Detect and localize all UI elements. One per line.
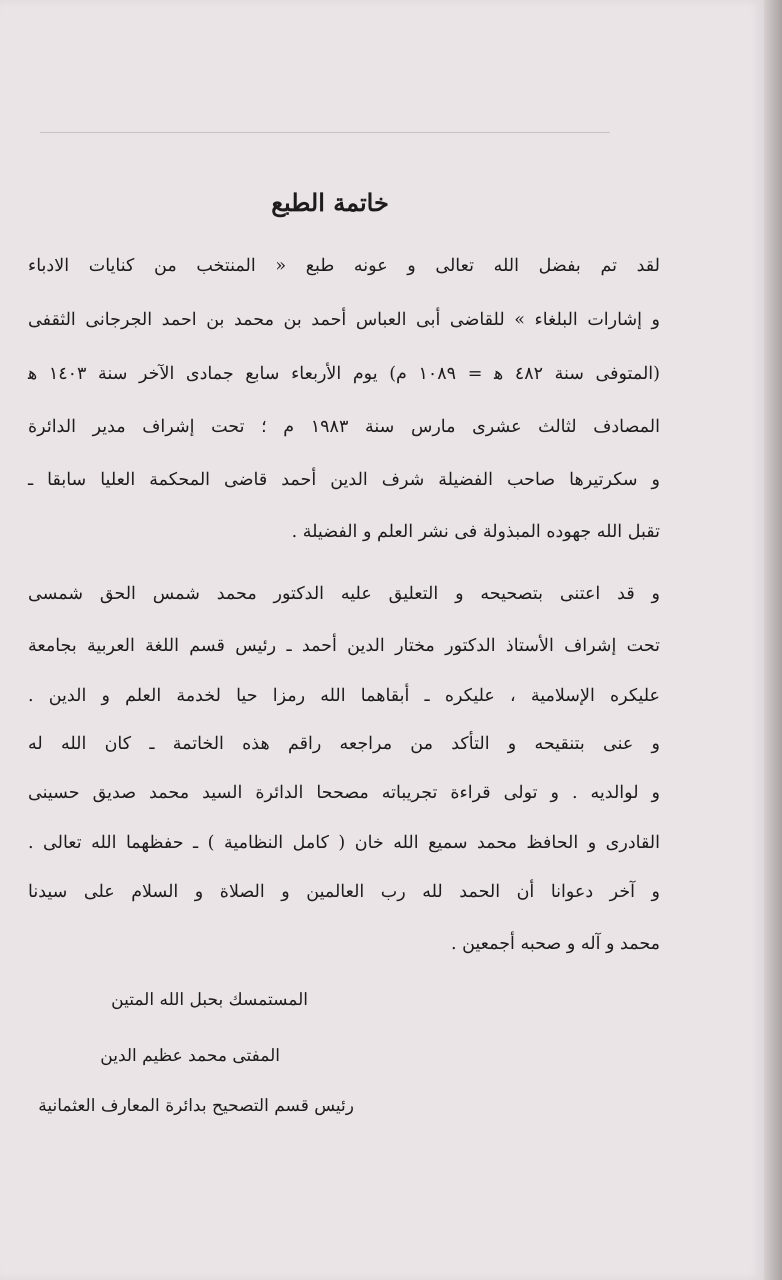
text-line: محمد و آله و صحبه أجمعين . [450,934,660,954]
text-line: و سكرتيرها صاحب الفضيلة شرف الدين أحمد قاضى المحكمة العليا سابقا ـ [28,470,660,490]
text-line: و آخر دعوانا أن الحمد لله رب العالمين و الصلاة و السلام على سيدنا [28,882,660,902]
signature-name: المفتى محمد عظيم الدين [100,1046,280,1066]
text-line: و قد اعتنى بتصحيحه و التعليق عليه الدكتور محمد شمس الحق شمسى [28,584,660,604]
header-rule [40,132,610,133]
text-line: تقبل الله جهوده المبذولة فى نشر العلم و الفضيلة . [291,522,660,542]
text-line: و لوالديه . و تولى قراءة تجريباته مصححا الدائرة السيد محمد صديق حسينى [28,783,660,803]
page-title: خاتمة الطبع [271,188,389,217]
signature-title: رئيس قسم التصحيح بدائرة المعارف العثمانية [38,1096,354,1116]
text-line: تحت إشراف الأستاذ الدكتور مختار الدين أحمد ـ رئيس قسم اللغة العربية بجامعة [28,636,660,656]
text-line: و عنى بتنقيحه و التأكد من مراجعه راقم هذه الخاتمة ـ كان الله له [28,734,660,754]
text-line: لقد تم بفضل الله تعالى و عونه طبع « المنتخب من كنايات الادباء [28,256,660,276]
text-line: عليكره الإسلامية ، عليكره ـ أبقاهما الله رمزا حيا لخدمة العلم و الدين . [28,686,660,706]
text-line: (المتوفى سنة ٤٨٢ ﻫ = ١٠٨٩ م) يوم الأربعاء سابع جمادى الآخر سنة ١٤٠٣ ﻫ [28,364,660,384]
text-line: المصادف لثالث عشرى مارس سنة ١٩٨٣ م ؛ تحت إشراف مدير الدائرة [28,417,660,437]
text-line: القادرى و الحافظ محمد سميع الله خان ( كامل النظامية ) ـ حفظهما الله تعالى . [28,833,660,853]
page-edge [764,0,782,1280]
text-line: و إشارات البلغاء » للقاضى أبى العباس أحمد بن محمد بن احمد الجرجانى الثقفى [28,310,660,330]
signature-line: المستمسك بحبل الله المتين [111,990,308,1010]
